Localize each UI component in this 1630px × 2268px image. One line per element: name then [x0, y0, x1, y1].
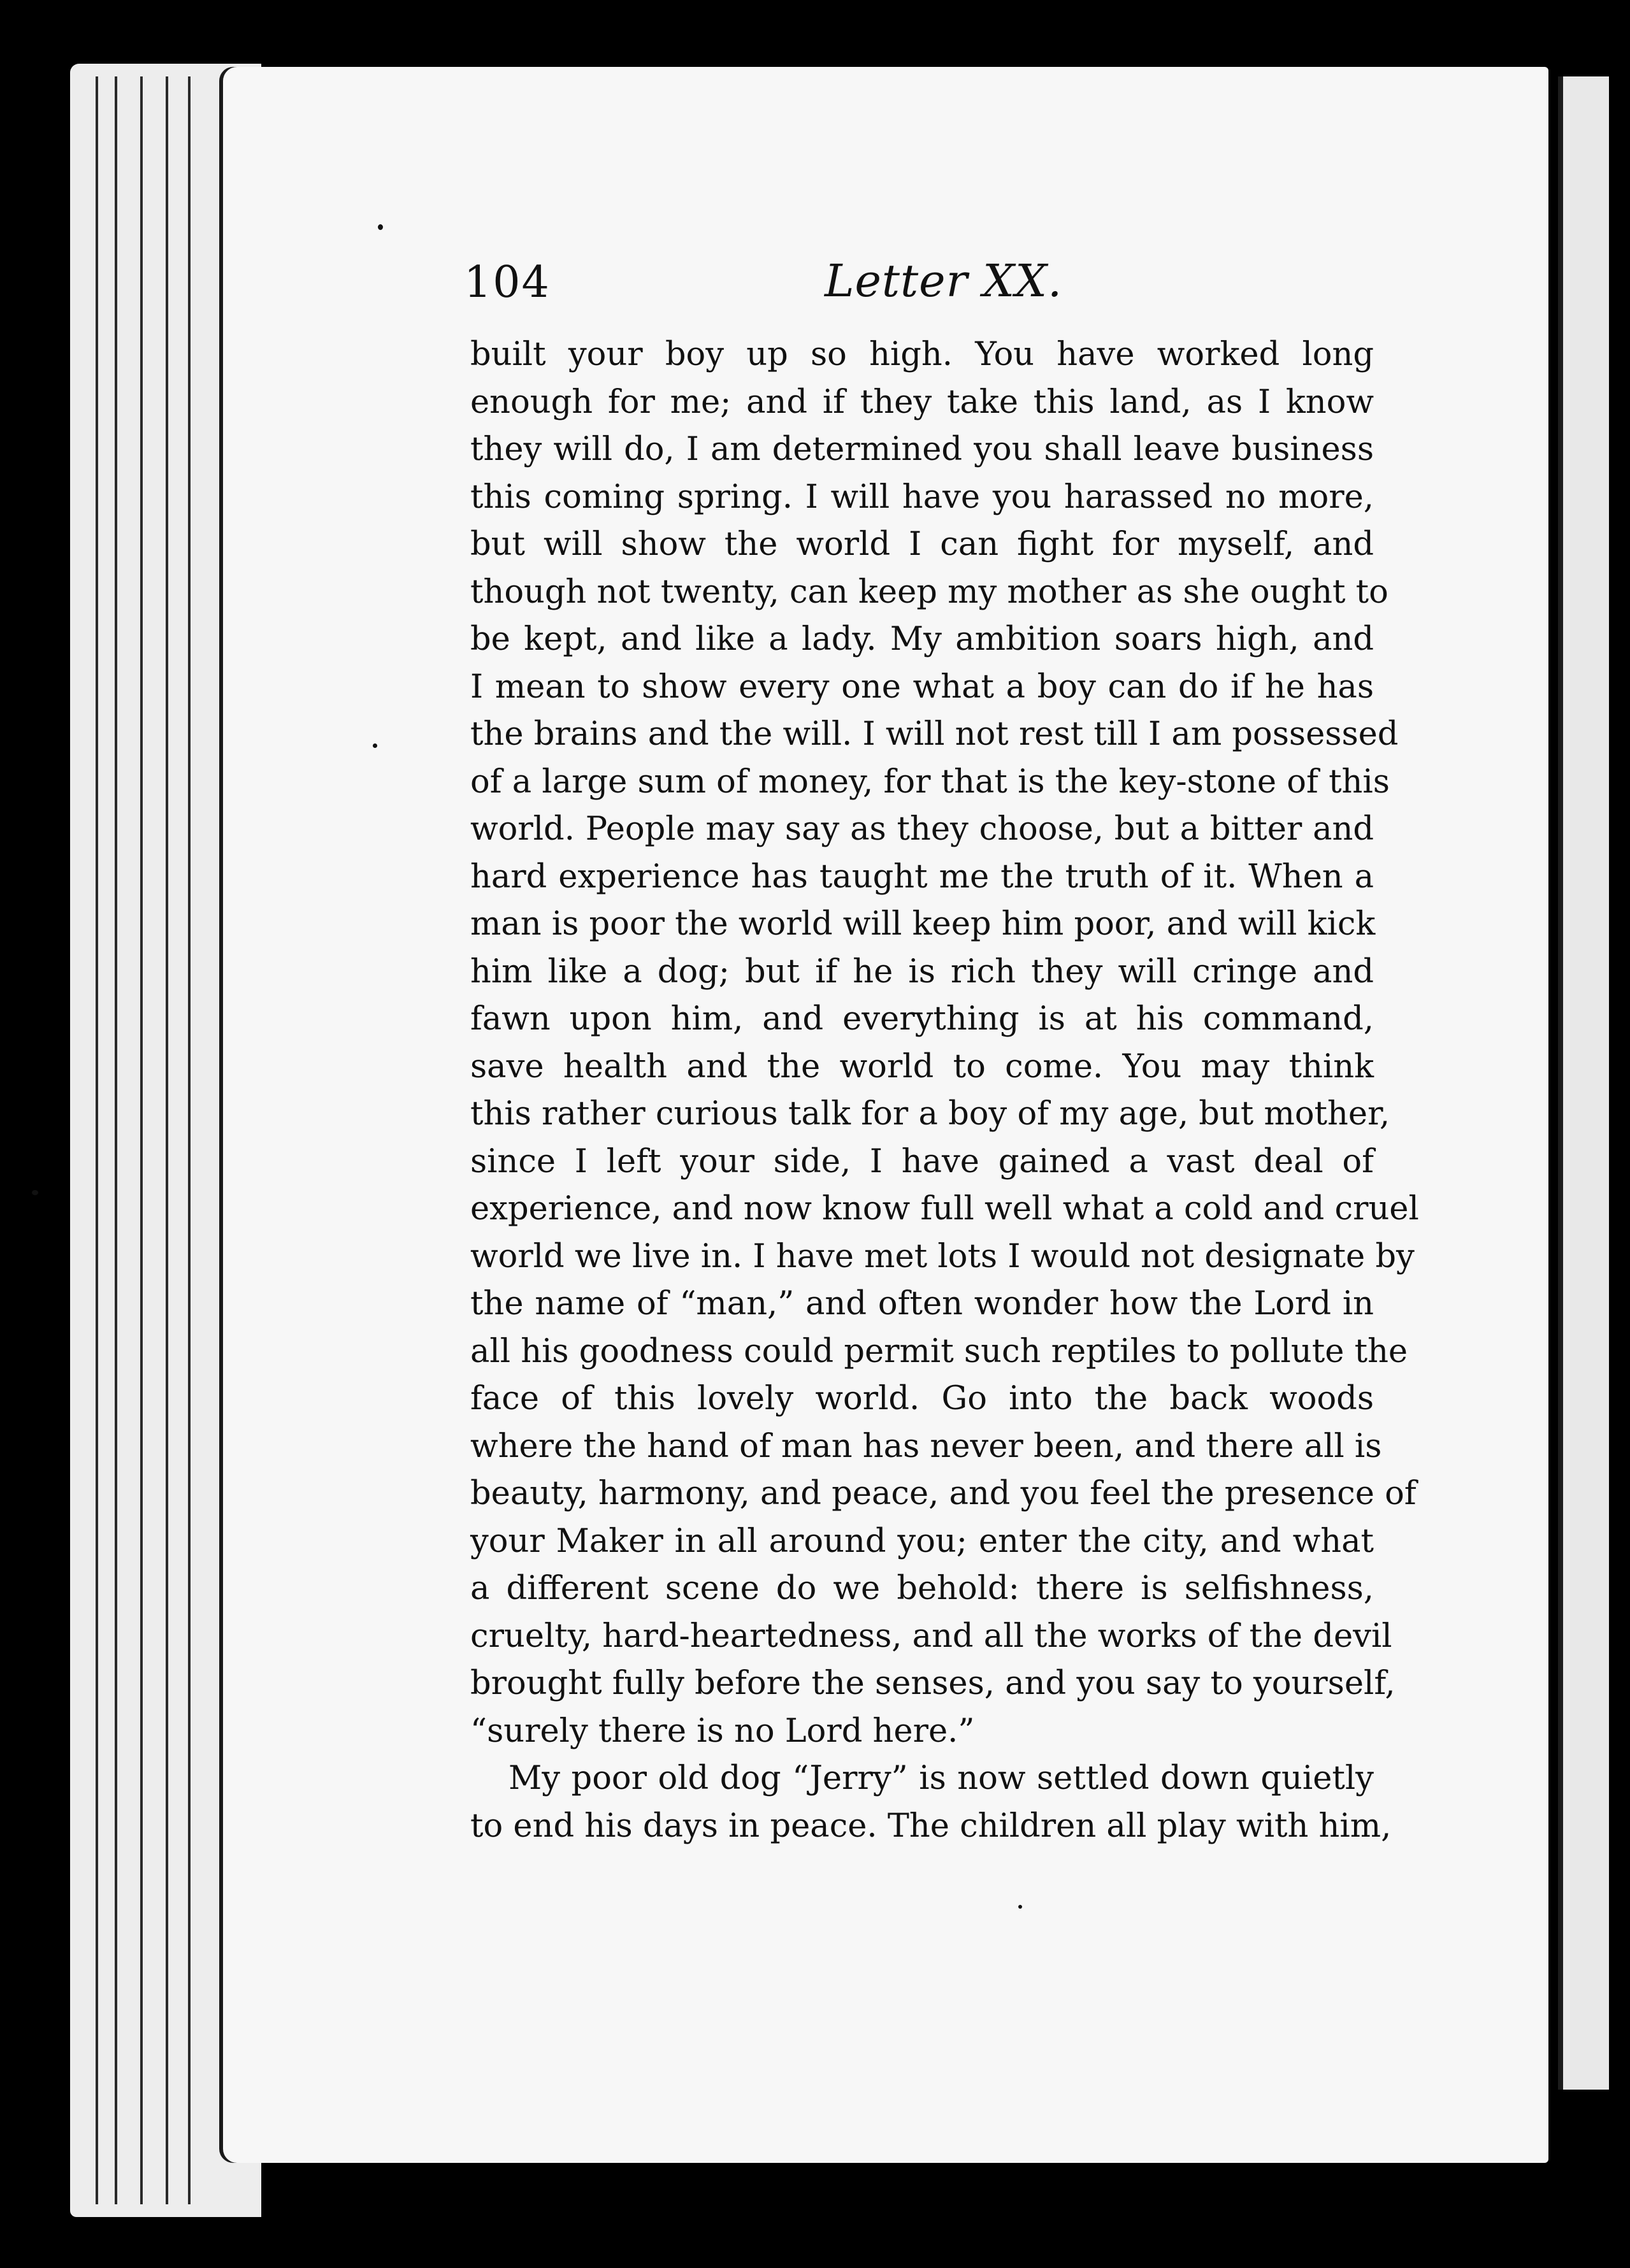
page-edge-line [166, 76, 168, 2204]
dust-speck [378, 224, 383, 230]
text-line: save health and the world to come. You may think [470, 1047, 1374, 1086]
text-line: him like a dog; but if he is rich they will cringe and [470, 952, 1374, 991]
text-line: they will do, I am determined you shall leave business [470, 431, 1374, 468]
text-line: where the hand of man has never been, and there all is [470, 1427, 1382, 1465]
facing-page-edge [1558, 76, 1609, 2090]
text-line: built your boy up so high. You have worked long [470, 336, 1374, 373]
text-line: hard experience has taught me the truth of it. When a [470, 858, 1374, 896]
text-line: My poor old dog “Jerry” is now settled down quietly [508, 1760, 1374, 1797]
running-head: Letter XX. [825, 255, 1063, 307]
text-line: man is poor the world will keep him poor, and will kick [470, 905, 1376, 943]
text-line: “surely there is no Lord here.” [470, 1712, 975, 1750]
text-line: face of this lovely world. Go into the back woods [470, 1380, 1374, 1418]
text-line: to end his days in peace. The children all play with him, [470, 1807, 1392, 1845]
text-line: but will show the world I can fight for myself, and [470, 526, 1374, 563]
text-line: of a large sum of money, for that is the key-stone of this [470, 763, 1390, 801]
text-line: your Maker in all around you; enter the city, and what [470, 1522, 1374, 1560]
text-line: a different scene do we behold: there is selfishness, [470, 1570, 1374, 1607]
text-line: all his goodness could permit such reptiles to pollute the [470, 1332, 1408, 1370]
text-line: fawn upon him, and everything is at his command, [470, 1000, 1374, 1038]
text-line: experience, and now know full well what a cold and cruel [470, 1190, 1419, 1228]
page-edge-line [96, 76, 98, 2204]
text-line: be kept, and like a lady. My ambition soars high, and [470, 621, 1374, 658]
body-text [470, 331, 1419, 1850]
page-number: 104 [464, 257, 551, 308]
text-line: though not twenty, can keep my mother as she ought to [470, 573, 1388, 611]
page-edge-line [115, 76, 117, 2204]
text-line: the name of “man,” and often wonder how the Lord in [470, 1285, 1374, 1323]
page-header [464, 250, 1388, 320]
dust-speck [373, 743, 377, 748]
text-line: this coming spring. I will have you harassed no more, [470, 478, 1374, 516]
page-edge-line [140, 76, 143, 2204]
text-line: the brains and the will. I will not rest till I am possessed [470, 715, 1399, 753]
dust-speck [32, 1190, 38, 1195]
text-line: cruelty, hard-heartedness, and all the works of the devil [470, 1617, 1392, 1655]
text-line: world we live in. I have met lots I would not designate by [470, 1237, 1415, 1275]
text-line: world. People may say as they choose, but a bitter and [470, 810, 1374, 848]
text-line: since I left your side, I have gained a vast deal of [470, 1142, 1374, 1181]
dust-speck [1018, 1905, 1022, 1909]
page-edge-line [188, 76, 191, 2204]
text-line: brought fully before the senses, and you say to yourself, [470, 1665, 1396, 1702]
text-line: this rather curious talk for a boy of my age, but mother, [470, 1095, 1390, 1133]
text-line: I mean to show every one what a boy can do if he has [470, 668, 1374, 706]
page-fold [1558, 76, 1563, 2090]
text-line: enough for me; and if they take this land, as I know [470, 383, 1374, 421]
text-line: beauty, harmony, and peace, and you feel the presence of [470, 1475, 1417, 1512]
